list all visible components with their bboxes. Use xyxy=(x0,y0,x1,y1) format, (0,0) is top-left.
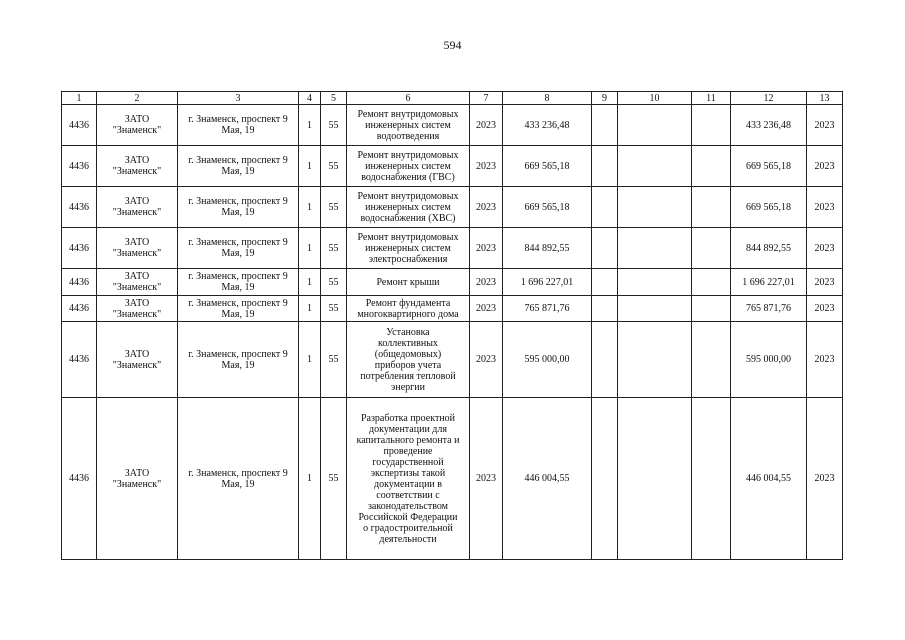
col10-cell xyxy=(618,322,692,398)
funding-amount-cell: 669 565,18 xyxy=(731,146,807,187)
total-cost-cell: 595 000,00 xyxy=(503,322,592,398)
address-cell xyxy=(178,146,299,187)
column-number-cell: 4 xyxy=(299,92,321,105)
col4-cell: 1 xyxy=(299,398,321,560)
work-type-cell xyxy=(347,228,470,269)
col5-cell: 55 xyxy=(321,105,347,146)
col9-cell xyxy=(592,146,618,187)
col10-cell xyxy=(618,398,692,560)
cell-line: Мая, 19 xyxy=(221,282,255,293)
table-row xyxy=(62,269,843,296)
cell-line: водоснабжения (ХВС) xyxy=(360,212,456,224)
work-type-cell xyxy=(347,398,470,560)
cell-line: г. Знаменск, проспект 9 xyxy=(188,297,288,309)
col9-cell xyxy=(592,228,618,269)
cell-line: г. Знаменск, проспект 9 xyxy=(188,114,288,125)
work-type-cell xyxy=(347,146,470,187)
cell-line: ЗАТО xyxy=(124,155,150,166)
cell-line: Мая, 19 xyxy=(221,248,255,259)
col9-cell xyxy=(592,296,618,322)
cell-line: Мая, 19 xyxy=(221,478,255,490)
cell-line: г. Знаменск, проспект 9 xyxy=(188,271,288,282)
column-number-cell: 10 xyxy=(618,92,692,105)
municipality-cell xyxy=(97,269,178,296)
address-cell xyxy=(178,398,299,560)
col9-cell xyxy=(592,322,618,398)
column-number-cell: 8 xyxy=(503,92,592,105)
year-cell: 2023 xyxy=(470,105,503,146)
cell-line: г. Знаменск, проспект 9 xyxy=(188,237,288,248)
col4-cell: 1 xyxy=(299,228,321,269)
funding-amount-cell: 595 000,00 xyxy=(731,322,807,398)
col11-cell xyxy=(692,187,731,228)
col11-cell xyxy=(692,146,731,187)
funding-amount-cell: 433 236,48 xyxy=(731,105,807,146)
column-number-cell: 5 xyxy=(321,92,347,105)
column-number-row xyxy=(62,92,843,105)
cell-line: потребления тепловой xyxy=(360,370,456,382)
cell-line: Ремонт внутридомовых xyxy=(357,108,459,120)
cell-line: ЗАТО xyxy=(124,297,150,309)
cell-line: водоснабжения (ГВС) xyxy=(361,171,455,183)
cell-line: г. Знаменск, проспект 9 xyxy=(188,196,288,207)
region-code-cell: 4436 xyxy=(62,296,97,322)
funding-amount-cell: 765 871,76 xyxy=(731,296,807,322)
region-code-cell: 4436 xyxy=(62,269,97,296)
work-type-cell xyxy=(347,187,470,228)
municipality-cell xyxy=(97,187,178,228)
column-number-cell: 3 xyxy=(178,92,299,105)
cell-line: "Знаменск" xyxy=(112,359,162,371)
work-type-cell xyxy=(347,269,470,296)
year-cell: 2023 xyxy=(470,146,503,187)
column-number-cell: 7 xyxy=(470,92,503,105)
cell-line: ЗАТО xyxy=(124,348,150,360)
address-cell xyxy=(178,322,299,398)
cell-line: Разработка проектной xyxy=(360,412,456,424)
funding-amount-cell: 446 004,55 xyxy=(731,398,807,560)
municipality-cell xyxy=(97,322,178,398)
cell-line: Установка xyxy=(386,326,430,338)
total-cost-cell: 844 892,55 xyxy=(503,228,592,269)
total-cost-cell: 433 236,48 xyxy=(503,105,592,146)
cell-line: Российской Федерации xyxy=(358,511,458,523)
cell-line: Мая, 19 xyxy=(221,207,255,218)
completion-year-cell: 2023 xyxy=(807,105,843,146)
region-code-cell: 4436 xyxy=(62,322,97,398)
cell-line: "Знаменск" xyxy=(112,166,162,177)
region-code-cell: 4436 xyxy=(62,187,97,228)
cell-line: "Знаменск" xyxy=(112,125,162,136)
cell-line: Ремонт крыши xyxy=(376,276,440,288)
col11-cell xyxy=(692,269,731,296)
col10-cell xyxy=(618,296,692,322)
work-type-cell xyxy=(347,296,470,322)
cell-line: приборов учета xyxy=(374,359,442,371)
cell-line: деятельности xyxy=(379,533,437,545)
region-code-cell: 4436 xyxy=(62,105,97,146)
completion-year-cell: 2023 xyxy=(807,296,843,322)
cell-line: г. Знаменск, проспект 9 xyxy=(188,467,288,479)
year-cell: 2023 xyxy=(470,296,503,322)
col10-cell xyxy=(618,187,692,228)
col5-cell: 55 xyxy=(321,228,347,269)
cell-line: многоквартирного дома xyxy=(357,308,459,320)
funding-amount-cell: 1 696 227,01 xyxy=(731,269,807,296)
municipality-cell xyxy=(97,105,178,146)
table-row xyxy=(62,398,843,560)
region-code-cell: 4436 xyxy=(62,398,97,560)
completion-year-cell: 2023 xyxy=(807,398,843,560)
address-cell xyxy=(178,187,299,228)
cell-line: Ремонт внутридомовых xyxy=(357,149,459,161)
table-row xyxy=(62,146,843,187)
col4-cell: 1 xyxy=(299,105,321,146)
table-row xyxy=(62,296,843,322)
municipality-cell xyxy=(97,296,178,322)
col5-cell: 55 xyxy=(321,146,347,187)
year-cell: 2023 xyxy=(470,269,503,296)
col5-cell: 55 xyxy=(321,322,347,398)
cell-line: соответствии с xyxy=(376,489,440,501)
col9-cell xyxy=(592,105,618,146)
column-number-cell: 2 xyxy=(97,92,178,105)
cell-line: инженерных систем xyxy=(365,119,451,131)
col4-cell: 1 xyxy=(299,269,321,296)
column-number-cell: 6 xyxy=(347,92,470,105)
col9-cell xyxy=(592,398,618,560)
column-number-cell: 12 xyxy=(731,92,807,105)
cell-line: ЗАТО xyxy=(124,114,150,125)
cell-line: ЗАТО xyxy=(124,237,150,248)
completion-year-cell: 2023 xyxy=(807,146,843,187)
col10-cell xyxy=(618,269,692,296)
cell-line: электроснабжения xyxy=(368,253,448,265)
municipality-cell xyxy=(97,398,178,560)
col9-cell xyxy=(592,269,618,296)
address-cell xyxy=(178,296,299,322)
work-type-cell xyxy=(347,105,470,146)
municipality-cell xyxy=(97,228,178,269)
region-code-cell: 4436 xyxy=(62,228,97,269)
cell-line: "Знаменск" xyxy=(112,207,162,218)
cell-line: коллективных xyxy=(378,337,438,349)
cell-line: "Знаменск" xyxy=(112,248,162,259)
cell-line: о градостроительной xyxy=(363,522,453,534)
total-cost-cell: 1 696 227,01 xyxy=(503,269,592,296)
cell-line: капитального ремонта и xyxy=(356,434,460,446)
col11-cell xyxy=(692,398,731,560)
cell-line: Мая, 19 xyxy=(221,166,255,177)
year-cell: 2023 xyxy=(470,322,503,398)
cell-line: (общедомовых) xyxy=(374,348,442,360)
cell-line: документации в xyxy=(374,478,442,490)
total-cost-cell: 446 004,55 xyxy=(503,398,592,560)
cell-line: проведение xyxy=(383,445,433,457)
col9-cell xyxy=(592,187,618,228)
completion-year-cell: 2023 xyxy=(807,269,843,296)
total-cost-cell: 765 871,76 xyxy=(503,296,592,322)
cell-line: инженерных систем xyxy=(365,201,451,213)
cell-line: законодательством xyxy=(367,500,449,512)
col4-cell: 1 xyxy=(299,146,321,187)
cell-line: ЗАТО xyxy=(124,467,150,479)
col5-cell: 55 xyxy=(321,187,347,228)
cell-line: г. Знаменск, проспект 9 xyxy=(188,155,288,166)
address-cell xyxy=(178,269,299,296)
col10-cell xyxy=(618,146,692,187)
column-number-cell: 13 xyxy=(807,92,843,105)
table-row xyxy=(62,105,843,146)
capital-repair-table xyxy=(61,91,843,560)
completion-year-cell: 2023 xyxy=(807,322,843,398)
cell-line: Ремонт внутридомовых xyxy=(357,231,459,243)
cell-line: г. Знаменск, проспект 9 xyxy=(188,348,288,360)
year-cell: 2023 xyxy=(470,228,503,269)
funding-amount-cell: 844 892,55 xyxy=(731,228,807,269)
cell-line: "Знаменск" xyxy=(112,308,162,320)
column-number-cell: 11 xyxy=(692,92,731,105)
col5-cell: 55 xyxy=(321,296,347,322)
cell-line: инженерных систем xyxy=(365,242,451,254)
col11-cell xyxy=(692,296,731,322)
work-type-cell xyxy=(347,322,470,398)
cell-line: инженерных систем xyxy=(365,160,451,172)
cell-line: "Знаменск" xyxy=(112,282,162,293)
col10-cell xyxy=(618,105,692,146)
col4-cell: 1 xyxy=(299,322,321,398)
col4-cell: 1 xyxy=(299,187,321,228)
cell-line: ЗАТО xyxy=(124,271,150,282)
region-code-cell: 4436 xyxy=(62,146,97,187)
column-number-cell: 1 xyxy=(62,92,97,105)
total-cost-cell: 669 565,18 xyxy=(503,187,592,228)
cell-line: Мая, 19 xyxy=(221,308,255,320)
cell-line: "Знаменск" xyxy=(112,478,162,490)
col11-cell xyxy=(692,322,731,398)
col5-cell: 55 xyxy=(321,398,347,560)
address-cell xyxy=(178,105,299,146)
cell-line: Ремонт фундамента xyxy=(365,297,451,309)
municipality-cell xyxy=(97,146,178,187)
cell-line: экспертизы такой xyxy=(370,467,446,479)
address-cell xyxy=(178,228,299,269)
cell-line: Мая, 19 xyxy=(221,359,255,371)
table-row xyxy=(62,322,843,398)
total-cost-cell: 669 565,18 xyxy=(503,146,592,187)
table-row xyxy=(62,228,843,269)
cell-line: энергии xyxy=(391,381,425,393)
year-cell: 2023 xyxy=(470,398,503,560)
completion-year-cell: 2023 xyxy=(807,187,843,228)
cell-line: Мая, 19 xyxy=(221,125,255,136)
completion-year-cell: 2023 xyxy=(807,228,843,269)
cell-line: документации для xyxy=(369,423,447,435)
col5-cell: 55 xyxy=(321,269,347,296)
cell-line: водоотведения xyxy=(376,130,440,142)
cell-line: ЗАТО xyxy=(124,196,150,207)
col11-cell xyxy=(692,228,731,269)
col10-cell xyxy=(618,228,692,269)
funding-amount-cell: 669 565,18 xyxy=(731,187,807,228)
cell-line: государственной xyxy=(372,456,444,468)
column-number-cell: 9 xyxy=(592,92,618,105)
year-cell: 2023 xyxy=(470,187,503,228)
col4-cell: 1 xyxy=(299,296,321,322)
table-row xyxy=(62,187,843,228)
col11-cell xyxy=(692,105,731,146)
cell-line: Ремонт внутридомовых xyxy=(357,190,459,202)
page-number: 594 xyxy=(443,38,462,52)
